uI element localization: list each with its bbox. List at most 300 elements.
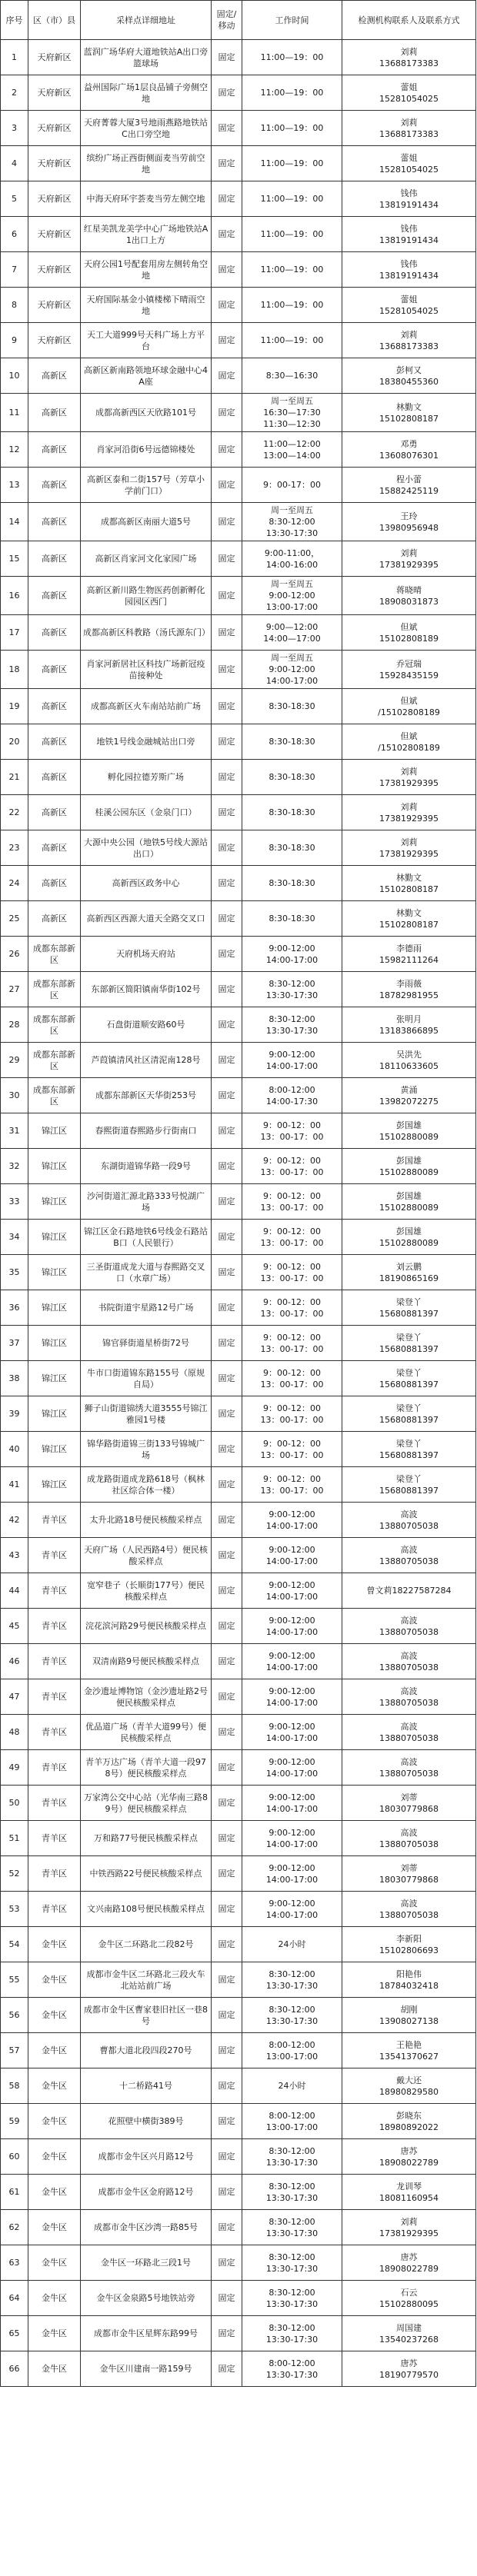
table-row: [1, 1007, 476, 1043]
header-no: 序号: [1, 1, 28, 40]
cell-district: 天府新区: [28, 40, 81, 75]
cell-contact: 梁登丫 15680881397: [342, 1290, 476, 1326]
cell-type: 固定: [212, 111, 242, 146]
cell-no: 7: [1, 252, 28, 288]
cell-no: 28: [1, 1007, 28, 1043]
table-row: [1, 1255, 476, 1290]
cell-time: 11:00—19：00: [242, 146, 342, 181]
cell-type: 固定: [212, 1290, 242, 1326]
cell-district: 青羊区: [28, 1786, 81, 1821]
cell-contact: 但斌 /15102808189: [342, 724, 476, 760]
cell-time: 11:00—19：00: [242, 252, 342, 288]
cell-address: 成都高新区南丽大道5号: [81, 503, 212, 541]
cell-contact: 刘莉 17381929395: [342, 795, 476, 830]
table-row: [1, 901, 476, 937]
cell-district: 高新区: [28, 901, 81, 937]
cell-no: 46: [1, 1644, 28, 1679]
cell-no: 50: [1, 1786, 28, 1821]
table-row: [1, 2175, 476, 2210]
cell-no: 58: [1, 2068, 28, 2104]
cell-no: 2: [1, 75, 28, 111]
cell-no: 22: [1, 795, 28, 830]
cell-type: 固定: [212, 1609, 242, 1644]
cell-time: 9：00-12：00 13：00-17：00: [242, 1149, 342, 1184]
cell-time: 9:00—12:00 14:00—17:00: [242, 615, 342, 651]
cell-type: 固定: [212, 1043, 242, 1078]
cell-contact: 乔冠瑞 15928435159: [342, 651, 476, 689]
cell-contact: 刘莉 17381929395: [342, 760, 476, 795]
cell-address: 金牛区一环路北三段1号: [81, 2245, 212, 2281]
cell-address: 肖家河新居社区科技广场新冠疫苗接种处: [81, 651, 212, 689]
cell-no: 56: [1, 1998, 28, 2033]
cell-address: 成都东部新区天华街253号: [81, 1078, 212, 1113]
cell-no: 45: [1, 1609, 28, 1644]
cell-address: 高新区新川路生物医药创新孵化园园区西门: [81, 577, 212, 615]
cell-address: 东部新区简阳镇南华街102号: [81, 972, 212, 1007]
header-type: 固定/移动: [212, 1, 242, 40]
cell-type: 固定: [212, 724, 242, 760]
cell-contact: 彭国雄 15102880089: [342, 1113, 476, 1149]
cell-no: 21: [1, 760, 28, 795]
cell-contact: 刘莉 17381929395: [342, 2210, 476, 2245]
table-row: [1, 1821, 476, 1856]
cell-time: 8:30-12:00 13:30-17:30: [242, 1962, 342, 1998]
cell-type: 固定: [212, 40, 242, 75]
cell-address: 中海天府环宇荟麦当劳左侧空地: [81, 181, 212, 217]
cell-type: 固定: [212, 1503, 242, 1538]
cell-contact: 高波 13880705038: [342, 1821, 476, 1856]
cell-district: 锦江区: [28, 1290, 81, 1326]
cell-time: 8:30-12:00 13:30-17:30: [242, 2245, 342, 2281]
cell-no: 8: [1, 288, 28, 323]
cell-type: 固定: [212, 2281, 242, 2316]
cell-no: 40: [1, 1432, 28, 1467]
cell-address: 高新区泰和二街157号（芳草小学前门口）: [81, 468, 212, 503]
cell-district: 高新区: [28, 651, 81, 689]
table-row: [1, 1715, 476, 1750]
cell-no: 14: [1, 503, 28, 541]
cell-type: 固定: [212, 901, 242, 937]
cell-type: 固定: [212, 795, 242, 830]
cell-no: 16: [1, 577, 28, 615]
table-row: [1, 1290, 476, 1326]
cell-type: 固定: [212, 1927, 242, 1962]
cell-no: 41: [1, 1467, 28, 1503]
cell-address: 优品道广场（青羊大道99号）便民核酸采样点: [81, 1715, 212, 1750]
cell-type: 固定: [212, 2033, 242, 2068]
cell-no: 32: [1, 1149, 28, 1184]
table-row: [1, 288, 476, 323]
table-row: [1, 1573, 476, 1609]
cell-time: 8:30-12:00 13:30-17:30: [242, 2175, 342, 2210]
table-row: [1, 1609, 476, 1644]
cell-type: 固定: [212, 252, 242, 288]
cell-district: 青羊区: [28, 1892, 81, 1927]
cell-district: 青羊区: [28, 1644, 81, 1679]
cell-type: 固定: [212, 2139, 242, 2175]
cell-contact: 吴洪先 18110633605: [342, 1043, 476, 1078]
cell-contact: 林勤文 15102808187: [342, 866, 476, 901]
cell-type: 固定: [212, 830, 242, 866]
cell-no: 6: [1, 217, 28, 252]
cell-district: 高新区: [28, 615, 81, 651]
cell-type: 固定: [212, 760, 242, 795]
cell-contact: 高波 13880705038: [342, 1679, 476, 1715]
cell-time: 9:00-12:00 14:00-17:00: [242, 1786, 342, 1821]
cell-type: 固定: [212, 1679, 242, 1715]
cell-type: 固定: [212, 288, 242, 323]
cell-address: 成都高新区科教路（汤氏源东门）: [81, 615, 212, 651]
cell-type: 固定: [212, 1856, 242, 1892]
table-row: [1, 615, 476, 651]
cell-time: 周一至周五 16:30—17:30 11:30—12:30: [242, 394, 342, 432]
cell-contact: 李雨薇 18782981955: [342, 972, 476, 1007]
cell-contact: 张明月 13183866895: [342, 1007, 476, 1043]
cell-contact: 蕾姐 15281054025: [342, 146, 476, 181]
table-row: [1, 181, 476, 217]
cell-time: 8:30-18:30: [242, 901, 342, 937]
cell-type: 固定: [212, 181, 242, 217]
cell-no: 49: [1, 1750, 28, 1786]
cell-type: 固定: [212, 323, 242, 358]
cell-no: 39: [1, 1396, 28, 1432]
cell-no: 10: [1, 358, 28, 394]
cell-type: 固定: [212, 217, 242, 252]
table-row: [1, 217, 476, 252]
cell-district: 金牛区: [28, 2033, 81, 2068]
cell-type: 固定: [212, 394, 242, 432]
cell-contact: 唐苏 18908022789: [342, 2139, 476, 2175]
cell-contact: 周国建 13540237268: [342, 2316, 476, 2351]
cell-no: 20: [1, 724, 28, 760]
cell-type: 固定: [212, 1361, 242, 1396]
cell-contact: 高波 13880705038: [342, 1644, 476, 1679]
cell-contact: 林勤文 15102808187: [342, 394, 476, 432]
cell-address: 金牛区川建南一路159号: [81, 2351, 212, 2387]
cell-type: 固定: [212, 1821, 242, 1856]
cell-district: 锦江区: [28, 1396, 81, 1432]
cell-no: 48: [1, 1715, 28, 1750]
cell-type: 固定: [212, 541, 242, 577]
cell-type: 固定: [212, 2245, 242, 2281]
table-row: [1, 2068, 476, 2104]
cell-no: 13: [1, 468, 28, 503]
cell-type: 固定: [212, 1255, 242, 1290]
cell-address: 狮子山街道锦绣大道3555号锦江雅园1号楼: [81, 1396, 212, 1432]
cell-district: 天府新区: [28, 323, 81, 358]
cell-no: 31: [1, 1113, 28, 1149]
cell-contact: 蕾姐 15281054025: [342, 288, 476, 323]
cell-time: 8:30—16:30: [242, 358, 342, 394]
table-row: [1, 432, 476, 468]
table-row: [1, 577, 476, 615]
cell-district: 高新区: [28, 541, 81, 577]
cell-type: 固定: [212, 937, 242, 972]
cell-address: 桂溪公园东区（金泉门口）: [81, 795, 212, 830]
cell-address: 天工大道999号天科广场上方平台: [81, 323, 212, 358]
cell-address: 成都市金牛区星辉东路99号: [81, 2316, 212, 2351]
cell-district: 高新区: [28, 724, 81, 760]
cell-address: 肖家河沿街6号远德锦楼处: [81, 432, 212, 468]
cell-address: 成龙路街道成龙路618号（枫林社区综合体一楼）: [81, 1467, 212, 1503]
cell-no: 59: [1, 2104, 28, 2139]
cell-contact: 王艳艳 13541370627: [342, 2033, 476, 2068]
cell-contact: 刘云鹏 18190865169: [342, 1255, 476, 1290]
cell-district: 青羊区: [28, 1715, 81, 1750]
table-row: [1, 2245, 476, 2281]
cell-district: 金牛区: [28, 1998, 81, 2033]
table-row: [1, 468, 476, 503]
cell-contact: 刘莉 13688173383: [342, 40, 476, 75]
cell-district: 金牛区: [28, 2210, 81, 2245]
table-row: [1, 2104, 476, 2139]
cell-district: 青羊区: [28, 1856, 81, 1892]
cell-district: 金牛区: [28, 2281, 81, 2316]
cell-type: 固定: [212, 2175, 242, 2210]
cell-no: 24: [1, 866, 28, 901]
table-row: [1, 2210, 476, 2245]
cell-district: 金牛区: [28, 2351, 81, 2387]
cell-no: 38: [1, 1361, 28, 1396]
cell-type: 固定: [212, 1396, 242, 1432]
cell-time: 9：00-12：00 13：00-17：00: [242, 1326, 342, 1361]
cell-type: 固定: [212, 146, 242, 181]
table-row: [1, 2139, 476, 2175]
cell-address: 成都市金牛区金府路12号: [81, 2175, 212, 2210]
cell-time: 11:00—12:00 13:00—14:00: [242, 432, 342, 468]
cell-contact: 程小蕾 15882425119: [342, 468, 476, 503]
cell-time: 8:30-18:30: [242, 830, 342, 866]
cell-district: 成都东部新区: [28, 1078, 81, 1113]
cell-address: 益州国际广场1层良品铺子旁侧空地: [81, 75, 212, 111]
cell-time: 9:00-12:00 14:00-17:00: [242, 1856, 342, 1892]
cell-type: 固定: [212, 1786, 242, 1821]
cell-contact: 胡刚 13908027138: [342, 1998, 476, 2033]
table-row: [1, 111, 476, 146]
table-row: [1, 2316, 476, 2351]
cell-address: 成都高新西区天欣路101号: [81, 394, 212, 432]
header-contact: 检测机构联系人及联系方式: [342, 1, 476, 40]
cell-type: 固定: [212, 468, 242, 503]
cell-contact: 邓勇 13608076301: [342, 432, 476, 468]
cell-contact: 李新阳 15102806693: [342, 1927, 476, 1962]
cell-type: 固定: [212, 1962, 242, 1998]
cell-time: 8:00-12:00 14:00-17:30: [242, 1078, 342, 1113]
cell-address: 太升北路18号便民核酸采样点: [81, 1503, 212, 1538]
cell-time: 8:30-18:30: [242, 724, 342, 760]
cell-contact: 王玲 13980956948: [342, 503, 476, 541]
cell-no: 5: [1, 181, 28, 217]
cell-district: 成都东部新区: [28, 1007, 81, 1043]
cell-address: 青羊万达广场（青羊大道一段978号）便民核酸采样点: [81, 1750, 212, 1786]
cell-address: 天府广场（人民西路4号）便民核酸采样点: [81, 1538, 212, 1573]
cell-contact: 彭国雄 15102880089: [342, 1149, 476, 1184]
cell-type: 固定: [212, 972, 242, 1007]
cell-time: 8:30-18:30: [242, 760, 342, 795]
cell-district: 锦江区: [28, 1432, 81, 1467]
cell-type: 固定: [212, 2068, 242, 2104]
cell-contact: 但斌 15102808189: [342, 615, 476, 651]
cell-type: 固定: [212, 2104, 242, 2139]
table-header-row: [1, 1, 476, 40]
cell-address: 孵化园拉德芳斯广场: [81, 760, 212, 795]
cell-no: 51: [1, 1821, 28, 1856]
cell-time: 9：00-12：00 13：00-17：00: [242, 1113, 342, 1149]
table-row: [1, 1184, 476, 1220]
cell-type: 固定: [212, 615, 242, 651]
cell-type: 固定: [212, 2351, 242, 2387]
cell-contact: 高波 13880705038: [342, 1503, 476, 1538]
table-row: [1, 503, 476, 541]
cell-time: 8:30-12:00 13:30-17:30: [242, 2139, 342, 2175]
cell-district: 高新区: [28, 394, 81, 432]
cell-contact: 蒋晓晴 18908031873: [342, 577, 476, 615]
cell-contact: 刘莉 17381929395: [342, 830, 476, 866]
cell-district: 高新区: [28, 358, 81, 394]
table-row: [1, 937, 476, 972]
cell-time: 8:30-12:00 13:30-17:30: [242, 1007, 342, 1043]
cell-address: 成都市金牛区曹家巷旧社区一巷8号: [81, 1998, 212, 2033]
cell-time: 8:30-18:30: [242, 866, 342, 901]
cell-district: 高新区: [28, 760, 81, 795]
table-row: [1, 358, 476, 394]
cell-address: 成都市金牛区沙湾一路85号: [81, 2210, 212, 2245]
cell-district: 天府新区: [28, 252, 81, 288]
cell-address: 高新西区西源大道天全路交叉口: [81, 901, 212, 937]
cell-district: 天府新区: [28, 146, 81, 181]
cell-time: 11:00—19：00: [242, 111, 342, 146]
table-row: [1, 830, 476, 866]
cell-district: 高新区: [28, 503, 81, 541]
table-row: [1, 1927, 476, 1962]
cell-time: 24小时: [242, 2068, 342, 2104]
cell-address: 红星美凯龙美学中心广场地铁站A1出口上方: [81, 217, 212, 252]
table-row: [1, 75, 476, 111]
cell-no: 15: [1, 541, 28, 577]
cell-type: 固定: [212, 1538, 242, 1573]
table-row: [1, 394, 476, 432]
header-district: 区（市）县: [28, 1, 81, 40]
cell-no: 47: [1, 1679, 28, 1715]
cell-district: 金牛区: [28, 2316, 81, 2351]
header-time: 工作时间: [242, 1, 342, 40]
cell-address: 花照壁中横街389号: [81, 2104, 212, 2139]
cell-time: 8:30-18:30: [242, 795, 342, 830]
cell-district: 青羊区: [28, 1679, 81, 1715]
cell-no: 9: [1, 323, 28, 358]
cell-district: 锦江区: [28, 1467, 81, 1503]
cell-no: 29: [1, 1043, 28, 1078]
table-row: [1, 1361, 476, 1396]
cell-time: 9:00-12:00 14:00-17:00: [242, 1715, 342, 1750]
cell-address: 锦华路街道锦三街133号锦城广场: [81, 1432, 212, 1467]
cell-time: 9:00-12:00 14:00-17:00: [242, 1503, 342, 1538]
cell-district: 高新区: [28, 689, 81, 724]
cell-time: 9：00-12：00 13：00-17：00: [242, 1220, 342, 1255]
table-row: [1, 1220, 476, 1255]
cell-no: 12: [1, 432, 28, 468]
header-address: 采样点详细地址: [81, 1, 212, 40]
cell-time: 8:30-12:00 13:30-17:30: [242, 972, 342, 1007]
cell-type: 固定: [212, 1998, 242, 2033]
cell-time: 周一至周五 9:00-12:00 13:00-17:00: [242, 577, 342, 615]
cell-address: 高新区新南路领地环球金融中心4A座: [81, 358, 212, 394]
cell-district: 青羊区: [28, 1538, 81, 1573]
cell-time: 24小时: [242, 1927, 342, 1962]
cell-address: 宽窄巷子（长顺街177号）便民核酸采样点: [81, 1573, 212, 1609]
cell-address: 金牛区金泉路5号地铁站旁: [81, 2281, 212, 2316]
cell-district: 成都东部新区: [28, 1043, 81, 1078]
cell-time: 8:30-12:00 13:30-17:30: [242, 1998, 342, 2033]
cell-type: 固定: [212, 1184, 242, 1220]
cell-no: 37: [1, 1326, 28, 1361]
cell-address: 万家湾公交中心站（光华南三路89号）便民核酸采样点: [81, 1786, 212, 1821]
cell-no: 61: [1, 2175, 28, 2210]
cell-address: 高新区肖家河文化家园广场: [81, 541, 212, 577]
cell-no: 11: [1, 394, 28, 432]
cell-contact: 唐苏 18190779570: [342, 2351, 476, 2387]
cell-no: 55: [1, 1962, 28, 1998]
cell-contact: 李德雨 15982111264: [342, 937, 476, 972]
cell-time: 9:00-12:00 14:00-17:00: [242, 1573, 342, 1609]
cell-contact: 彭柯又 18380455360: [342, 358, 476, 394]
cell-type: 固定: [212, 1432, 242, 1467]
cell-type: 固定: [212, 651, 242, 689]
table-row: [1, 1998, 476, 2033]
cell-address: 成都高新区火车南站站前广场: [81, 689, 212, 724]
table-row: [1, 252, 476, 288]
cell-district: 锦江区: [28, 1326, 81, 1361]
cell-no: 1: [1, 40, 28, 75]
cell-district: 金牛区: [28, 2245, 81, 2281]
cell-type: 固定: [212, 1078, 242, 1113]
cell-district: 金牛区: [28, 2139, 81, 2175]
cell-address: 中铁西路22号便民核酸采样点: [81, 1856, 212, 1892]
cell-district: 高新区: [28, 432, 81, 468]
cell-address: 书院街道宇星路12号广场: [81, 1290, 212, 1326]
cell-type: 固定: [212, 1892, 242, 1927]
cell-time: 9：00-12：00 13：00-17：00: [242, 1361, 342, 1396]
cell-contact: 彭国雄 15102880089: [342, 1220, 476, 1255]
cell-contact: 曾文莉18227587284: [342, 1573, 476, 1609]
cell-contact: 刘莉 17381929395: [342, 541, 476, 577]
cell-no: 19: [1, 689, 28, 724]
cell-address: 沙河街道汇源北路333号悦湖广场: [81, 1184, 212, 1220]
cell-time: 9：00-12：00 13：00-17：00: [242, 1290, 342, 1326]
cell-address: 万和路77号便民核酸采样点: [81, 1821, 212, 1856]
cell-time: 11:00—19：00: [242, 40, 342, 75]
cell-time: 9：00-17：00: [242, 468, 342, 503]
cell-address: 锦官驿街道星桥街72号: [81, 1326, 212, 1361]
cell-address: 三圣街道成龙大道与春熙路交叉口（水章广场）: [81, 1255, 212, 1290]
cell-district: 青羊区: [28, 1750, 81, 1786]
table-row: [1, 1396, 476, 1432]
cell-no: 34: [1, 1220, 28, 1255]
cell-no: 27: [1, 972, 28, 1007]
table-row: [1, 1467, 476, 1503]
cell-no: 35: [1, 1255, 28, 1290]
table-row: [1, 40, 476, 75]
cell-time: 9:00-12:00 14:00-17:00: [242, 1821, 342, 1856]
cell-no: 63: [1, 2245, 28, 2281]
cell-address: 大源中央公园（地铁5号线大源站出口）: [81, 830, 212, 866]
cell-type: 固定: [212, 2316, 242, 2351]
cell-no: 65: [1, 2316, 28, 2351]
cell-time: 8:00-12:00 13:00-17:00: [242, 2033, 342, 2068]
cell-time: 11:00—19：00: [242, 217, 342, 252]
table-row: [1, 1113, 476, 1149]
table-row: [1, 1750, 476, 1786]
